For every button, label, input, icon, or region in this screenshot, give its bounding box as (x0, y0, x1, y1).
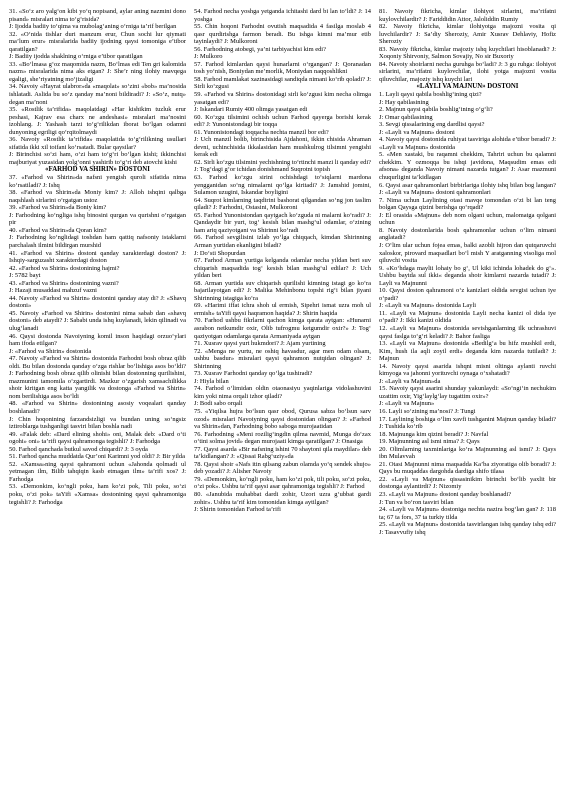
text-paragraph: J: Shirin tomonidan Farhod ta’rifi (194, 506, 281, 514)
text-paragraph: 59. «Farhod va Shirin» dostonidagi sirli ko‘zgusi kim necha olimga yasatgan edi? (194, 91, 371, 106)
text-paragraph: 64. Suqrot kimlarning taqdirini bashorat qilgandan so‘ng jon taslim qiladi? J: Farhodni, Ostasini, Mulkoroni (194, 196, 371, 212)
text-paragraph: 6. Qaysi asar qahramonlari birbirlariga ilohiy ishq bilan bog langan? J: «Layli va Majnun» dostoni qahramonlari (379, 181, 556, 197)
text-paragraph: J: Bodi sabo orqali (194, 400, 243, 408)
text-paragraph: 14. Navoiy qaysi asarida ishqni misni oltinga aylanti ruvchi kimyoga va jahonni yorituvchi oynaga o‘xshatadi? (379, 362, 556, 378)
text-paragraph: J: Mulkoro (194, 53, 223, 61)
text-paragraph: 44. Navoiy «Farhod va Shirin» dostonini qanday atay di? J: «Shavq dostoni» (9, 294, 186, 310)
text-paragraph: 53. «Demonkim, ko‘ngli poku, ham ko‘zi pok, Tili poku, so‘zi poku, o‘zi pok» taYifi «Xamsa» dostonining qaysi qahramoniga tegishli? J: Farhodga (9, 483, 186, 506)
text-paragraph: 37. «Farhod va Shirin»da nafsni yengish quroli sifatida nima ko‘rsatiladi? J: Ishq (9, 174, 186, 189)
text-paragraph: 2. Majnun qaysi qabila boshlig‘ining o‘g‘li? (379, 106, 493, 114)
text-paragraph: J: 5782 bayt (9, 272, 41, 280)
text-paragraph: 16. Layli so‘zining ma’nosi? J: Tungi (379, 407, 476, 415)
text-paragraph: 83. Navoiy fikricha, kimlar majoziy ishq kuychilari hisoblanadi? J: Xoqoniy Shirvoniy, Salmon Sovajiy, No sir Buxoriy (379, 45, 556, 61)
section-heading: «LAYLI VA MAJNUN» DOSTONI (416, 83, 519, 91)
text-paragraph: 3. Sevgi qissalarining eng dardlisi qaysi? (379, 121, 485, 129)
text-paragraph: J: «Layli va Majnun»da (379, 377, 441, 385)
text-paragraph: 52. «Xamsa»ning qaysi qahramoni uchun «Jahonda qolmadi ul yetmagan ilm, Bilib tahqiqin kasb etmagan ilm» ta’rifi xos? J: Farhodga (9, 460, 186, 483)
text-paragraph: 56. Farhodning atobegi, ya’ni tarbiyachisi kim edi? (194, 45, 326, 53)
text-paragraph: J: Farhodning ko‘ngliga ishq binosini qurgan va qurishni o‘rgatgan pir (9, 211, 186, 227)
text-paragraph: 47. Navoiy «Farhod va Shirin» dostonida Farhodni bosh obraz qilib oldi. Bu bilan dostonda qanday o‘zga rishlar bo‘lishiga asos bo‘ldi? J: Farhodning bosh obraz qilib olinishi bilan dostonning qurilishini, mazmunini tamomila o‘zgartirdi. Mazkur o‘zgarish xamsachilikka shoir kiritgan eng katta yangilik va dostonga «Farhod va Shirin» nom berilishiga asos bo‘ldi (9, 355, 186, 400)
text-paragraph: 4. Navoiy qaysi dostonida ruhiyat tasviriga alohida e’tibor beradi? J: «Layli va Majnun» dostonida (379, 136, 556, 151)
text-paragraph: 82. Navoiy fikricha, kimlar ilohiyotga majozni vosita qi luvchilardir? J: Sa’diy Sheroziy, Amir Xusrav Dehlaviy, Hofiz Sheroziy (379, 23, 556, 46)
text-paragraph: J: Hay qabilasining (379, 98, 429, 106)
text-paragraph: 10. Qaysi doston qahramoni o‘z kanizlari oldida sevgisi uchun iye o‘padi? (379, 287, 556, 302)
text-paragraph: 74. Farhod o‘limidan oldin otaonasiyu yaqinlariga vidolashuvini kim yoki nima orqali izhor qiladi? (194, 385, 371, 400)
text-paragraph: 34. Navoiy «Hayrat ulabror»da «maqolat» so‘zini «bob» ma’nosida ishlatadi. Aslida bu so‘z qanday ma’noni bildiradi? J: «So‘z, nutq» degan ma’noni (9, 83, 186, 106)
text-paragraph: 51. Farhod qancha muddatda Qur’oni Karimni yod oldi? J: Bir yilda (9, 453, 185, 461)
text-paragraph: J: Iskandari Rumiy 400 olimga yasatgan edi (194, 106, 308, 114)
text-paragraph: 22. «Layli va Majnun» qissasinikim birinchi bo‘lib yaxlit bir dostonga aylantirdi? J: Nizomiy (379, 475, 556, 491)
text-paragraph: 42. «Farhod va Shirin» dostonining hajmi? (9, 264, 120, 272)
section-heading: «FARHOD VA SHIRIN» DOSTONI (45, 166, 150, 174)
text-columns (9, 8, 556, 796)
text-paragraph: 67. Farhod Arman yurtiga kelganda odamlar necha yildan beri suv chiqarish maqsadida tog‘ kesish bilan mashg‘ul edilar? J: Uch yildan beri (194, 257, 371, 280)
text-paragraph: J: «Layli va Majnun» dostonida Layli (379, 302, 477, 310)
text-paragraph: 38. «Farhod va Shirin»da Moniy kim? J: Alloh ishqini qalbga naqshlash sirlarini o‘rgatgan ustoz (9, 189, 186, 204)
text-paragraph: J: El orasida «Majnun» deb nom olgani uchun, malomatga qolgani uchun (379, 211, 556, 227)
text-paragraph: 48. «Farhod va Shirin» dostonining asosiy voqealari qanday boshlanadi? (9, 400, 186, 415)
text-paragraph: 79. «Demonkim, ko‘ngli poku, ham ko‘zi pok, tili poku, so‘zi poku, o‘zi pok». Ushbu ta’rif qaysi asar qahramoniga tegishli? J: Farhod (194, 475, 371, 491)
column-middle (194, 8, 371, 796)
text-paragraph: 61. Yunonistondagi toqqacha nechta manzil bor edi? (194, 128, 329, 136)
text-paragraph: 21. Otasi Majnunni nima maqsadda Ka’ba ziyoratiga olib boradi? J: Qays bu muqaddas dargohda dardiga shifo tilasa (379, 460, 556, 476)
text-paragraph: 81. Navoiy fikricha, kimlar ilohiyot sirlarini, ma’rifatni kuylovchilardir? J: Fariddidin Attor, Jaloliddin Rumiy (379, 8, 556, 23)
text-paragraph: 19. Majnunning asl ismi nima? J: Qays (379, 438, 480, 446)
text-paragraph: 70. Farhod ushbu fikrlarni qachon kimga qarata aytgan: «Hunarni asrabon netkumdir oxir, Olib tufrogmu ketgumdir oxir?» J: Tog‘ qaziyotgan odamlarga qarata Armaniyada aytgan (194, 317, 371, 340)
text-paragraph: 63. Farhod ko‘zgu sirini ochishdagi to‘siqlarni mardona yengganidan so‘ng nimalarni qo‘lga kiritadi? J: Jamshid jomini, Sulamon uzugini, Iskandar boyligini (194, 174, 371, 197)
text-paragraph: 43. «Farhod va Shirin» dostonining vazni? (9, 279, 119, 287)
text-paragraph: 62. Sirli ko‘zgu tilsimini yechishning to‘rtinchi manzi li qanday edi? J: Tog‘dagi g‘or ichidan donishmand Suqrotni topish (194, 158, 371, 174)
text-paragraph: 23. «Layli va Majnun» dostoni qanday boshlanadi? (379, 491, 512, 498)
text-paragraph: 72. «Menga ne yurtu, ne oshiq havasdur, agar men odam olsam, ushbu basdur» misralari qaysi qahramon nutqidan olingan? J: Shirinning (194, 347, 371, 370)
text-paragraph: J: Hiyla bilan (194, 377, 229, 385)
text-paragraph: 9. «Ko‘hdaga maylii lohaiy bo g‘, Ul kiki ichinda lohadek do g‘». Ushbu baytda sul ikki« deganda shoir kimlarni nazarda tutadi? J: Layli va Majnunni (379, 264, 556, 287)
text-paragraph: 78. Qaysi shoir «Nafs itin qilsang zabun olamda yo‘q sendek shujo» deb yozadi? J: Alisher Navoiy (194, 460, 371, 476)
text-paragraph: 32. «O‘nida tishlar duri manzum erur, Chun sochi lur qiymati ma’lum erur» misralarida badiiy ijodning qaysi tomoniga e’tibor qaratilgan? (9, 30, 186, 53)
text-paragraph: 71. Xusrav qaysi yurt hukmdori? J: Ajam yurtining (194, 340, 326, 348)
text-paragraph: 13. «Layli va Majnun» dostonida «Bedilg‘a bu hifz mushkil erdi, Kim, hush ila aqli zoyil erdi» deganda kim nazarda tutiladi? J: Majnun (379, 340, 556, 363)
text-paragraph: 49. «Falak deb: «Dard elining shohi» oni, Malak deb: «Dard o‘ti ogohi» oni» ta’rifi qaysi qahramonga tegishli? J: Farhodga (9, 430, 186, 446)
column-right (379, 8, 556, 796)
text-paragraph: 35. «Rostlik ta’rifida» maqolatdagi «Har kishikim tuzluk erur peshasi, Kajrav esa charx ne andeshasi» misralari ma’nosini izohlang. J: Yashash tarzi to‘g‘rilikdan iborat bo‘lgan odamni dunyoning egriligi qo‘rqitolmaydi (9, 106, 186, 136)
text-paragraph: 75. «Yiqilsa hujra bo‘lsun qasr obod, Qurusa sabza bo‘lsun sarv ozod» misralari Navoiyning qaysi dostonidan olingan? J: «Farhod va Shirin»dan, Farhodning bobo saboga murojaatidan (194, 407, 371, 431)
text-paragraph: J: Hazaji musaddasi mahzuf vazni (9, 287, 97, 295)
text-paragraph: 55. Chin hoqoni Farhodni ovutish maqsadida 4 fasilga moslab 4 qasr qurdirishga farmon beradi. Bu ishga kimni ma’mur etib tayinlaydi? J: Mulkoroni (194, 23, 371, 46)
text-paragraph: 18. Majnunga kim qizini beradi? J: Navfal (379, 430, 489, 438)
text-paragraph: 68. Arman yurtida suv chiqarish qurilishi kimning istagi go ko‘ra bajarilayotgan edi? J: Malika Mehinbonu topshi rig‘i bilan jiyani Shirinning istagiga ko‘ra (194, 279, 371, 302)
text-paragraph: J: Chin hoqonining farzandsizligi va bundan uning so‘ngsiz iztiroblarga tushganligi tasviri bilan boshla nadi (9, 415, 186, 431)
text-paragraph: 58. Farhod mamlakat xazinasidagi sandiqda nimani ko‘rib qoladi? J: Sirli ko‘zgusi (194, 75, 371, 91)
text-paragraph: 20. Olimlarning taxminlariga ko‘ra Majnunning asl ismi? J: Qays ibn Mulavvah (379, 445, 556, 461)
column-left (9, 8, 186, 796)
text-paragraph: 65. Farhod Yunonistondan qaytgach ko‘zguda ni malarni ko‘radi? J: Qandaydir bir yurt, tog‘ kesish bilan mashg‘ul odamlar, o‘zining ham ariq qaziyotgani va Shirinni ko‘radi (194, 211, 371, 234)
text-paragraph: J: Birinchisi so‘zi ham, o‘zi ham to‘g‘ri bo‘lgan kishi; ikkinchisi majburiyat yuzasidan yolg‘onni yashirib to‘g‘ri deb atovchi kishi (9, 151, 186, 166)
text-paragraph: J: Farhodning ko‘nglidagi toshdan ham qattiq nafsoniy istaklarni parchalash ilmini bildirgan murshid (9, 234, 186, 249)
text-paragraph: 73. Xusrav Farhodni qanday qo‘lga tushiradi? (194, 370, 313, 378)
text-paragraph: 57. Farhod kimlardan qaysi hunarlarni o‘rgangan? J: Qoranadan tosh yo‘nish, Boniydan me’morlik, Moniydan naqqoshlikni (194, 60, 371, 76)
text-paragraph: 40. «Farhod va Shirin»da Qoran kim? (9, 226, 107, 234)
text-paragraph: 5. «Men xastaki, bu raqamni chekkim, Tahriri uchun bu qalamni chekkim. Y ozmoqqa bu ishqi javidona, Maqsudim emas edi afsona» deganda Navoiy nimani nazarda tutgan? J: Asar mazmuni chuqurligini ta’kidlagan (379, 151, 556, 182)
text-paragraph: 11. «Layli va Majnun» dostonida Layli necha kanizi ol dida iye o‘padi? J: Ikki kanizi oldida (379, 309, 556, 325)
text-paragraph: 33. «Bo‘lmasa g‘oz maqomida nazm, Bo‘lmas edi Ten gri kalomida nazm» misralarida nima aks etgan? J: She’r ning ilohiy mavqega egaligi, she’riyatning mo‘jizaligi (9, 60, 186, 83)
text-paragraph: J: O‘lim ular uchun fojea emas, balki azobli hijron dan qutqaruvchi xaloskor, pirovard maqsadlari bo‘l mish Y aratganning visoliga mol qiluvchi vosita (379, 241, 556, 265)
text-paragraph: 84. Navoiy shoirlarni necha guruhga bo‘ladi? J: 3 gu ruhga: ilohiyot sirlarini, ma’rifatni kuylovchilar, ilohi yotga majozni vosita qiluvchilar, majoziy ishq kuychi lari (379, 60, 556, 83)
text-paragraph: 80. «Janubida muhabbat dardi zohir, Uzori uzra g‘ubbat gardi zohir». Ushbu ta’rif kim tomonidan kimga aytilgan? (194, 491, 371, 506)
text-paragraph: 39. «Farhod va Shirin»da Boniy kim? (9, 204, 107, 212)
text-paragraph: 45. Navoiy «Farhod va Shirin» dostonini nima sabab dan «shavq dostoni» deb ataydi? J: Sababi unda ishq kuylanadi, lekin qilinadi va ulug‘lanadi (9, 309, 186, 332)
text-paragraph: J: Badiiy ijodda shaklning o‘rniga e’tibor qaratilgan (9, 53, 143, 61)
text-paragraph: 69. «Harimi iffat ichra shoh ul ermish, Sipehri ismat uzra moh ul ermish» taYifi qaysi haqramon haqida? J: Shirin haqida (194, 302, 371, 317)
text-paragraph: J: «Layli va Majnun» dostoni (379, 128, 455, 136)
text-paragraph: 1. Layli qaysi qabila boshlig‘ining qizi? (379, 91, 482, 99)
text-paragraph: 76. Farhodning «Meni rozilig‘ingdin qilma navmid, Munga do‘zax o‘tini solma jovid» degan murojaati kimga qaratilgan? J: Onasiga (194, 430, 371, 446)
text-paragraph: J: Ijodda badiiy to‘qima va mubolag‘aning o‘rniga ta’rif berilgan (9, 23, 177, 31)
text-paragraph: 7. Nima uchun Laylining otasi mavqe tomondan o‘zi bi lan teng bolgan Qaysga qizini berishga qo‘rqadi? (379, 196, 556, 212)
text-paragraph: 24. «Layli va Majnun» dostoniga nechta nazira bog‘lan gan? J: 118 ta; 67 ta fors, 37 ta turkiy tilda (379, 506, 556, 521)
text-paragraph: 60. Ko‘zgu tilsimini ochish uchun Farhod qayerga borishi kerak edi? J: Yunonistondagi bir toqqa (194, 113, 371, 129)
text-paragraph: J: Do‘sti Shopurdan (194, 249, 246, 257)
text-paragraph: 46. Qaysi dostonda Navoiyning komil inson haqidagi orzuo‘ylari ham ifoda etilgan? (9, 332, 186, 348)
text-paragraph: 17. Laylining boshiga o‘lim xavfi tushganini Majnun qanday biladi? J: Tushida ko‘rib (379, 415, 556, 431)
text-paragraph: 66. Farhod sevgilisini izlab yo‘lga chiqqach, kimdan Shirinning Arman yurtidan ekanligini biladi? (194, 234, 371, 249)
text-paragraph: 31. «So‘z aro yalg‘on kibi yo‘q nopisand, aylar aning nazmini dono pisand» misralari nima to‘g‘risida? (9, 8, 186, 23)
text-paragraph: J: Tun va bo‘ron tasviri bilan (379, 498, 454, 506)
text-paragraph: 77. Qaysi asarda «Bir nafsning ishini 70 shaytoni qila maydilar» deb ta’kidlangan? J: «Qissai Rabg‘uziy»da (194, 445, 371, 461)
text-paragraph: 41. «Farhod va Shirin» dostoni qanday xarakterdagi doston? J: Ishqiy-sarguzasht xarakterdagi doston (9, 249, 186, 265)
text-paragraph: 54. Farhod necha yoshga yetganda ichitashi dard bi lan to‘ldi? J: 14 yoshga (194, 8, 371, 23)
text-paragraph: 15. Navoiy qaysi asarini shunday yakunlaydi: «So‘ngi‘in nechukim uzattim oxir, Yig‘laylg‘lay tugattim oxir»? (379, 385, 556, 400)
text-paragraph: 25. «Layli va Majnun» dostonida tasvirlangan ishq qanday ishq edi? J: Tasavvufiy ishq (379, 521, 556, 536)
text-paragraph: J: Uch manzil bolib, birinchisida Ajdahoni, ikkin chisida Ahraman devni, uchinchisida ikkalasidan ham mushkulrog tilsimni yengishi kerak edi (194, 136, 371, 159)
text-paragraph: 8. Navoiy dostonlarida bosh qahramonlar uchun o‘lim nimani anglatadi? (379, 226, 556, 242)
text-paragraph: 12. «Layli va Majnun» dostonida sevishganlarning ilk uchrashuvi qaysi faslga to‘g‘ri keladi? J: Bahor fasliga (379, 324, 556, 340)
text-paragraph: J: «Farhod va Shirin» dostonida (9, 347, 92, 355)
text-paragraph: 50. Farhod qanchada butkul savod chiqardi? J: 3 oyda (9, 445, 148, 453)
text-paragraph: J: «Layli va Majnun» (379, 400, 435, 408)
text-paragraph: J: Omar qabilasining (379, 113, 433, 121)
text-paragraph: 36. Navoiy «Rostlik ta’rifida» maqolatida to‘g‘rilikning usullari sifatida ikki xil toifani ko‘rsatadi. Bular qaysilar? (9, 136, 186, 151)
